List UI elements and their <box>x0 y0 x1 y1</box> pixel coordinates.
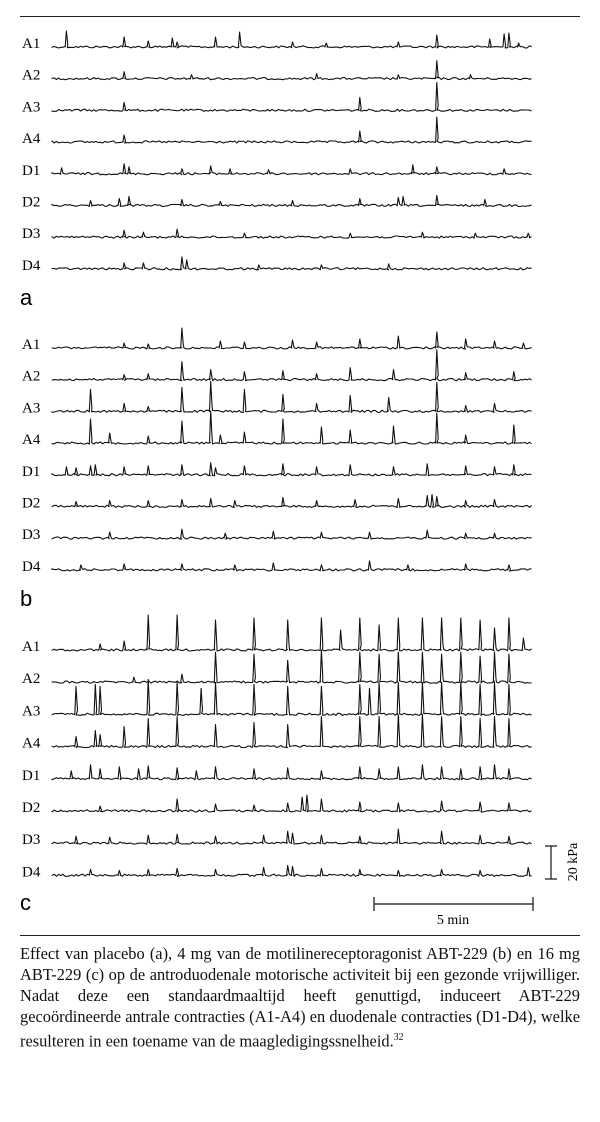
trace-label-b-a3: A3 <box>22 400 41 417</box>
trace-a-a1 <box>52 31 532 48</box>
trace-a-a4 <box>52 117 532 143</box>
trace-label-a-a3: A3 <box>22 99 41 116</box>
trace-a-d2 <box>52 196 532 207</box>
trace-a-d1 <box>52 164 532 175</box>
trace-label-a-a1: A1 <box>22 36 41 52</box>
trace-label-c-d3: D3 <box>22 832 41 849</box>
panel-a <box>20 31 532 310</box>
trace-label-a-a2: A2 <box>22 67 41 84</box>
trace-label-c-d1: D1 <box>22 767 41 784</box>
trace-c-a2 <box>52 650 532 683</box>
panel-c <box>20 615 532 915</box>
trace-c-d4 <box>52 865 532 876</box>
trace-b-a4 <box>52 411 532 444</box>
trace-label-b-a1: A1 <box>22 337 41 353</box>
time-scale-label: 5 min <box>436 913 470 928</box>
trace-label-a-d1: D1 <box>22 162 41 179</box>
trace-label-b-a2: A2 <box>22 368 41 385</box>
trace-b-a1 <box>52 328 532 349</box>
trace-c-d3 <box>52 829 532 844</box>
trace-label-c-a2: A2 <box>22 671 41 688</box>
trace-label-c-a1: A1 <box>22 639 41 655</box>
trace-label-c-a4: A4 <box>22 735 41 752</box>
trace-label-c-d4: D4 <box>22 864 41 881</box>
panel-letter-c: c <box>20 890 31 915</box>
trace-label-b-d4: D4 <box>22 558 41 575</box>
trace-label-b-d3: D3 <box>22 527 41 544</box>
caption-text: Effect van placebo (a), 4 mg van de motilinereceptoragonist ABT-229 (b) en 16 mg ABT-229 (c) op de antroduodenale motorische activiteit bij een gezonde vrijwilliger. Nadat deze een standaardmaaltijd heeft genuttigd, induceert ABT-229 gecoördineerde antrale contracties (A1-A4) en duodenale contracties (D1-D4), welke resulteren in een toename van de maagledigingssnelheid. <box>20 944 580 1051</box>
trace-label-a-d3: D3 <box>22 226 41 243</box>
trace-c-d2 <box>52 795 532 812</box>
trace-a-a2 <box>52 61 532 80</box>
trace-a-d3 <box>52 229 532 238</box>
trace-label-b-d1: D1 <box>22 463 41 480</box>
trace-a-d4 <box>52 257 532 270</box>
trace-b-d4 <box>52 561 532 571</box>
panel-letter-a: a <box>20 285 33 310</box>
trace-label-c-a3: A3 <box>22 703 41 720</box>
trace-b-a3 <box>52 381 532 412</box>
trace-b-a2 <box>52 350 532 381</box>
trace-label-b-a4: A4 <box>22 432 41 449</box>
panel-letter-b: b <box>20 586 33 611</box>
caption-rule <box>20 935 580 936</box>
trace-label-c-d2: D2 <box>22 800 41 816</box>
panel-b <box>20 328 532 611</box>
trace-label-a-d4: D4 <box>22 257 41 274</box>
trace-c-d1 <box>52 765 532 780</box>
trace-c-a4 <box>52 715 532 748</box>
trace-b-d2 <box>52 495 532 508</box>
trace-a-a3 <box>52 82 532 111</box>
figure-caption <box>20 943 580 1051</box>
trace-c-a1 <box>52 615 532 651</box>
time-scale-bar <box>374 897 533 928</box>
trace-label-a-d2: D2 <box>22 194 41 211</box>
pressure-scale-bar <box>545 842 581 881</box>
pressure-scale-label: 20 kPa <box>566 842 581 882</box>
trace-label-b-d2: D2 <box>22 495 41 512</box>
trace-b-d3 <box>52 529 532 539</box>
trace-label-a-a4: A4 <box>22 131 41 148</box>
trace-c-a3 <box>52 679 532 715</box>
trace-b-d1 <box>52 463 532 476</box>
caption-reference: 32 <box>393 1032 404 1043</box>
